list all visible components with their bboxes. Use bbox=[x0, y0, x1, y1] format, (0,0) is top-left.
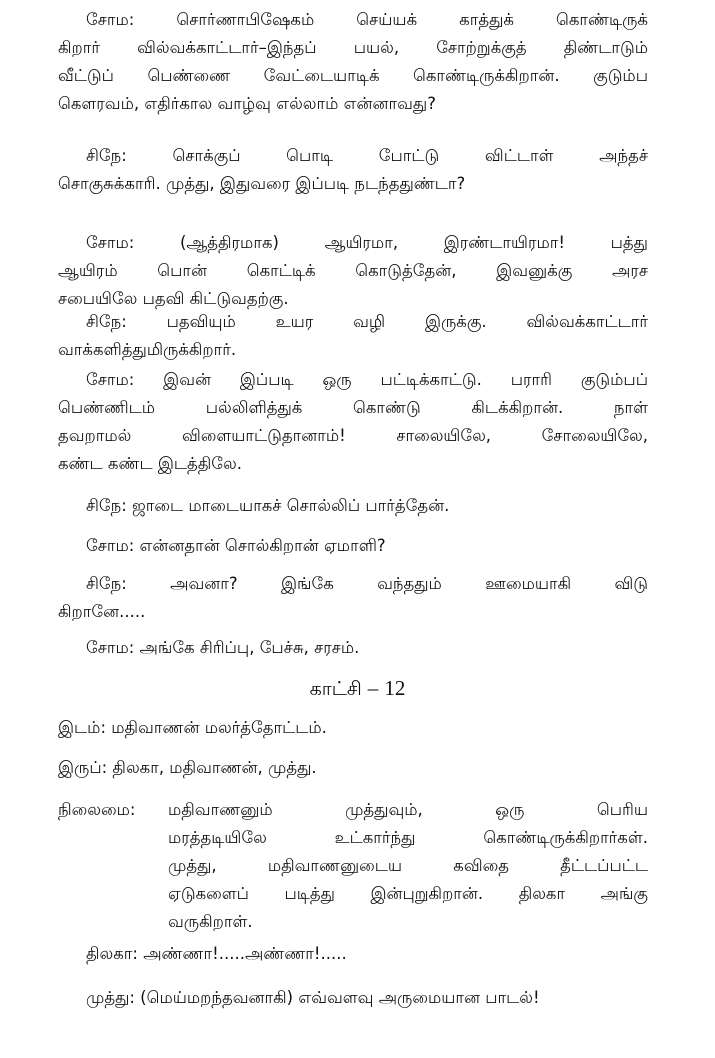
scene-heading bbox=[0, 674, 715, 703]
text-line: சொகுசுக்காரி. முத்து, இதுவரை இப்படி நடந்ததுண்டா? bbox=[58, 174, 466, 193]
scene-word: காட்சி bbox=[309, 678, 362, 700]
dialogue-paragraph bbox=[58, 142, 648, 198]
dialogue-paragraph bbox=[58, 634, 648, 662]
text-line: முத்து, மதிவாணனுடைய கவிதை தீட்டப்பட்ட bbox=[168, 856, 648, 875]
text-line: திலகா: அண்ணா!.....அண்ணா!..... bbox=[86, 944, 347, 963]
text-line: சிநே: சொக்குப் பொடி போட்டு விட்டாள் அந்தச் bbox=[86, 146, 648, 165]
situation-label: நிலைமை: bbox=[58, 800, 136, 819]
scene-dash: – bbox=[367, 676, 379, 700]
text-line: மரத்தடியிலே உட்கார்ந்து கொண்டிருக்கிறார்கள். bbox=[168, 828, 648, 847]
text-line: சபையிலே பதவி கிட்டுவதற்கு. bbox=[58, 289, 289, 308]
text-line: கிறார் வில்வக்காட்டார்–இந்தப் பயல், சோற்றுக்குத் திண்டாடும் bbox=[58, 38, 648, 57]
text-line: இருப்: திலகா, மதிவாணன், முத்து. bbox=[58, 758, 317, 777]
text-line: சிநே: ஜாடை மாடையாகச் சொல்லிப் பார்த்தேன். bbox=[86, 496, 450, 515]
text-line: வீட்டுப் பெண்ணை வேட்டையாடிக் கொண்டிருக்கிறான். குடும்ப bbox=[58, 66, 648, 85]
text-line: சோம: சொர்ணாபிஷேகம் செய்யக் காத்துக் கொண்டிருக் bbox=[86, 10, 648, 29]
text-line: கௌரவம், எதிர்கால வாழ்வு எல்லாம் என்னாவது? bbox=[58, 94, 436, 113]
text-line: வாக்களித்துமிருக்கிறார். bbox=[58, 340, 237, 359]
scene-number: 12 bbox=[384, 676, 406, 700]
text-line: கிறானே..... bbox=[58, 602, 146, 621]
scene-situation bbox=[58, 796, 648, 946]
text-line: தவறாமல் விளையாட்டுதானாம்! சாலையிலே, சோலையிலே, bbox=[58, 426, 648, 445]
text-line: சோம: (ஆத்திரமாக) ஆயிரமா, இரண்டாயிரமா! பத்து bbox=[86, 233, 648, 252]
text-line: பெண்ணிடம் பல்லிளித்துக் கொண்டு கிடக்கிறான். நாள் bbox=[58, 398, 648, 417]
dialogue-paragraph bbox=[58, 366, 648, 478]
dialogue-paragraph bbox=[58, 6, 648, 118]
text-line: முத்து: (மெய்மறந்தவனாகி) எவ்வளவு அருமையான பாடல்! bbox=[86, 988, 540, 1007]
dialogue-paragraph bbox=[58, 940, 648, 968]
dialogue-paragraph bbox=[58, 984, 648, 1012]
text-line: சோம: என்னதான் சொல்கிறான் ஏமாளி? bbox=[86, 536, 386, 555]
text-line: சோம: இவன் இப்படி ஒரு பட்டிக்காட்டு. பராரி குடும்பப் bbox=[86, 370, 648, 389]
text-line: சிநே: அவனா? இங்கே வந்ததும் ஊமையாகி விடு bbox=[86, 574, 648, 593]
situation-text bbox=[168, 796, 648, 936]
dialogue-paragraph bbox=[58, 229, 648, 313]
dialogue-paragraph bbox=[58, 492, 648, 520]
scene-characters bbox=[58, 754, 648, 782]
text-line: சோம: அங்கே சிரிப்பு, பேச்சு, சரசம். bbox=[86, 638, 360, 657]
dialogue-paragraph bbox=[58, 308, 648, 364]
text-line: ஆயிரம் பொன் கொட்டிக் கொடுத்தேன், இவனுக்கு அரச bbox=[58, 261, 648, 280]
text-line: மதிவாணனும் முத்துவும், ஒரு பெரிய bbox=[168, 800, 648, 819]
dialogue-paragraph bbox=[58, 570, 648, 626]
text-line: கண்ட கண்ட இடத்திலே. bbox=[58, 454, 242, 473]
text-line: வருகிறாள். bbox=[168, 912, 253, 931]
dialogue-paragraph bbox=[58, 532, 648, 560]
text-line: ஏடுகளைப் படித்து இன்புறுகிறான். திலகா அங்கு bbox=[168, 884, 648, 903]
text-line: இடம்: மதிவாணன் மலர்த்தோட்டம். bbox=[58, 718, 327, 737]
scene-place bbox=[58, 714, 648, 742]
text-line: சிநே: பதவியும் உயர வழி இருக்கு. வில்வக்காட்டார் bbox=[86, 312, 648, 331]
